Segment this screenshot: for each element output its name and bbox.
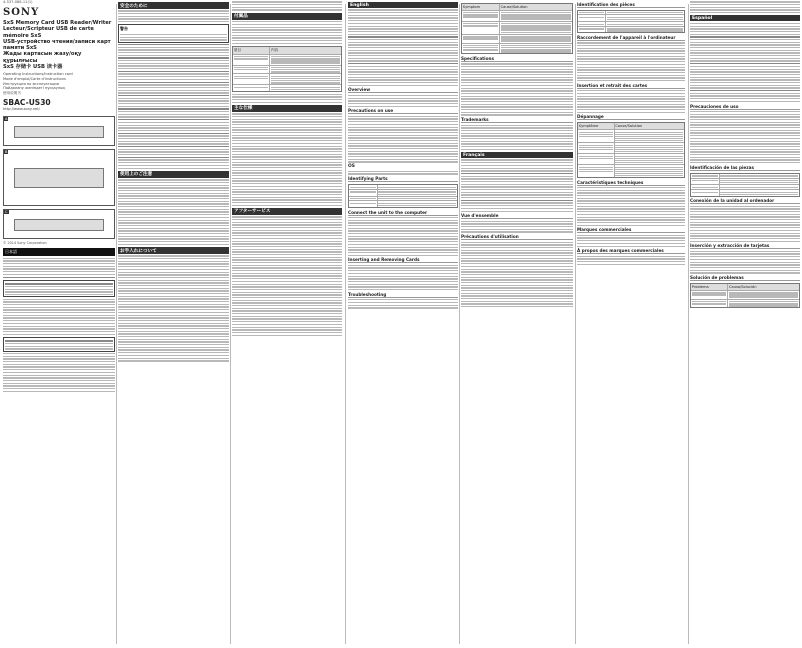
language-heading-spanish: Español: [690, 15, 800, 21]
french-column: [577, 0, 685, 648]
copyright: © 2014 Sony Corporation: [3, 241, 47, 246]
language-list: Operating Instructions/Instruction card Mode d'emploi/Carte d'instructions Инструкция по эксплуатации Пайдалану жөніндегі нұсқаулық 使用说明书: [3, 72, 73, 95]
cover-column: [3, 0, 115, 648]
section-heading: Identificación de las piezas: [690, 165, 800, 171]
sony-logo: SONY: [3, 7, 40, 18]
section-heading: 使用上のご注意: [118, 171, 229, 178]
section-heading: Connect the unit to the computer: [348, 210, 458, 216]
section-heading: 安全のために: [118, 2, 229, 9]
sony-url: http://www.sony.net/: [3, 107, 40, 112]
troubleshooting-table-jp: 項目 内容: [232, 46, 342, 92]
warning-box: 警告: [118, 24, 229, 42]
section-heading: Inserción y extracción de tarjetas: [690, 243, 800, 249]
section-heading: Insertion et retrait des cartes: [577, 83, 685, 89]
section-heading: Identification des pièces: [577, 2, 685, 8]
figure-c: C: [3, 209, 115, 239]
cable-illustration: [14, 168, 104, 188]
section-heading: Précautions d'utilisation: [461, 234, 573, 240]
column-divider: [459, 4, 460, 644]
reader-illustration: [14, 126, 104, 138]
language-heading-english: English: [348, 2, 458, 8]
section-heading: Vue d'ensemble: [461, 213, 573, 219]
english-french-column: [461, 0, 573, 648]
section-heading: Raccordement de l'appareil à l'ordinateur: [577, 35, 685, 41]
parts-table: [348, 184, 458, 208]
section-heading: Overview: [348, 87, 458, 93]
product-title: SxS Memory Card USB Reader/Writer Lecteur/Scripteur USB de carte mémoire SxS USB-устройство чтения/записи карт памяти SxS Жады картасын жазу/оқу құрылғысы SxS 存储卡 USB 读卡器: [3, 20, 112, 71]
parts-table-fr: [577, 10, 685, 34]
section-heading: 付属品: [232, 13, 342, 20]
column-divider: [116, 4, 117, 644]
japanese-column-1: [118, 0, 229, 648]
japanese-band: 日本語: [3, 248, 115, 256]
troubleshooting-table-es: Problema Causa/Solución: [690, 283, 800, 308]
section-heading: Conexión de la unidad al ordenador: [690, 198, 800, 204]
card-illustration: [14, 219, 104, 231]
column-divider: [688, 4, 689, 644]
section-heading: Specifications: [461, 56, 573, 62]
parts-table-es: [690, 173, 800, 197]
column-divider: [230, 4, 231, 644]
troubleshooting-table-fr: Symptôme Cause/Solution: [577, 122, 685, 178]
model-number: SBAC-US30: [3, 98, 51, 108]
english-column-1: [348, 0, 458, 648]
section-heading: Caractéristiques techniques: [577, 180, 685, 186]
section-heading: Dépannage: [577, 114, 685, 120]
section-heading: Precauciones de uso: [690, 104, 800, 110]
figure-b: B: [3, 149, 115, 206]
section-heading: Trademarks: [461, 117, 573, 123]
section-heading: 主な仕様: [232, 105, 342, 112]
column-divider: [575, 4, 576, 644]
os-label: OS: [348, 164, 355, 170]
warning-box-2: [3, 337, 115, 352]
troubleshooting-table-en: Symptom Cause/Solution: [461, 3, 573, 54]
section-heading: Solución de problemas: [690, 275, 800, 281]
section-heading: Inserting and Removing Cards: [348, 257, 458, 263]
section-heading: Marques commerciales: [577, 227, 685, 233]
doc-number: 4-537-086-11(1): [3, 0, 33, 4]
figure-a: A: [3, 116, 115, 146]
warning-box: [3, 280, 115, 297]
japanese-column-2: [232, 0, 342, 648]
spanish-column: [690, 0, 800, 648]
section-heading: Troubleshooting: [348, 292, 458, 298]
section-heading: Identifying Parts: [348, 176, 458, 182]
section-heading: アフターサービス: [232, 208, 342, 215]
column-divider: [345, 4, 346, 644]
section-heading: À propos des marques commerciales: [577, 248, 685, 254]
section-heading: Precautions on use: [348, 108, 458, 114]
language-heading-french: Français: [461, 152, 573, 158]
section-heading: お手入れについて: [118, 247, 229, 254]
